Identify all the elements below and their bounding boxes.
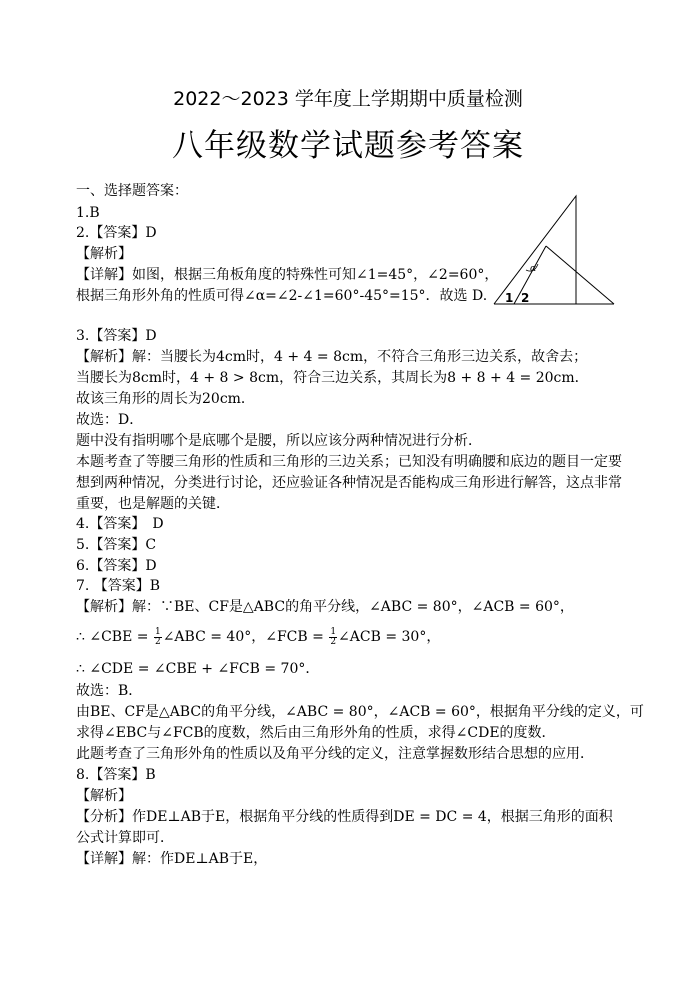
text-line: 2.【答案】D — [76, 225, 157, 241]
text-line: 3.【答案】D — [76, 328, 157, 344]
text-line: 【详解】如图，根据三角板角度的特殊性可知∠1=45°，∠2=60°， — [76, 267, 499, 283]
text-line: 【解析】 — [76, 788, 132, 804]
figure-label-1: 1 — [505, 291, 514, 305]
text-line: 由BE、CF是△ABC的角平分线，∠ABC = 80°，∠ACB = 60°，根据角平分线的定义，可 — [76, 704, 644, 720]
text-line: 故选：D． — [76, 412, 144, 428]
text-line: ∴ ∠CDE = ∠CBE + ∠FCB = 70°． — [76, 661, 320, 677]
text-line: 【详解】解：作DE⊥AB于E， — [76, 851, 268, 867]
fraction — [154, 628, 162, 647]
text-line: 6.【答案】D — [76, 558, 157, 574]
text-line: 根据三角形外角的性质可得∠α=∠2-∠1=60°-45°=15°．故选 D. — [76, 288, 488, 304]
text-line: 重要，也是解题的关键． — [76, 496, 230, 512]
text-line: 5.【答案】C — [76, 537, 157, 553]
text-line: 【解析】解：当腰长为4cm时，4 + 4 = 8cm，不符合三角形三边关系，故舍去； — [76, 349, 588, 365]
text-line: 一、选择题答案： — [76, 183, 188, 199]
fraction-denominator: 2 — [154, 636, 161, 647]
equation-part: ∴ ∠CBE = — [76, 629, 153, 645]
fraction-numerator: 1 — [330, 626, 337, 637]
figure-label-2: 2 — [521, 291, 530, 305]
fraction-numerator: 1 — [154, 626, 161, 637]
text-line: 故选：B． — [76, 683, 143, 699]
text-line: 【解析】解：∵BE、CF是△ABC的角平分线，∠ABC = 80°，∠ACB = 60°， — [76, 599, 574, 615]
equation-part: ∠ACB = 30°， — [338, 629, 441, 645]
figure-outline — [494, 196, 576, 304]
equation-part: ∠ABC = 40°，∠FCB = — [162, 629, 329, 645]
figure-line — [514, 246, 546, 304]
exam-supertitle: 2022～2023 学年度上学期期中质量检测 — [173, 88, 523, 110]
text-line: 【分析】作DE⊥AB于E，根据角平分线的性质得到DE = DC = 4，根据三角形的面积 — [76, 809, 613, 825]
text-line: 当腰长为8cm时，4 + 8 > 8cm，符合三边关系，其周长为8 + 8 + 4 = 20cm． — [76, 370, 589, 386]
text-line: 1.B — [76, 205, 100, 221]
text-line: 8.【答案】B — [76, 767, 156, 783]
figure-label-alpha: α — [530, 264, 537, 274]
text-line: 此题考查了三角形外角的性质以及角平分线的定义，注意掌握数形结合思想的应用． — [76, 746, 594, 762]
text-line: 【解析】 — [76, 246, 132, 262]
text-line: 本题考查了等腰三角形的性质和三角形的三边关系；已知没有明确腰和底边的题目一定要 — [76, 454, 622, 470]
fraction-denominator: 2 — [330, 636, 337, 647]
figure-line — [546, 246, 614, 304]
text-line: 4.【答案】 D — [76, 516, 164, 532]
triangle-figure — [490, 194, 620, 309]
equation-line — [76, 627, 440, 647]
text-line: 7. 【答案】B — [76, 578, 161, 594]
text-line: 想到两种情况，分类进行讨论，还应验证各种情况是否能构成三角形进行解答，这点非常 — [76, 475, 622, 491]
text-line: 故该三角形的周长为20cm． — [76, 391, 255, 407]
page-title: 八年级数学试题参考答案 — [172, 128, 524, 164]
fraction — [329, 628, 337, 647]
text-line: 求得∠EBC与∠FCB的度数，然后由三角形外角的性质，求得∠CDE的度数． — [76, 725, 556, 741]
text-line: 题中没有指明哪个是底哪个是腰，所以应该分两种情况进行分析． — [76, 433, 482, 449]
text-line: 公式计算即可． — [76, 830, 174, 846]
